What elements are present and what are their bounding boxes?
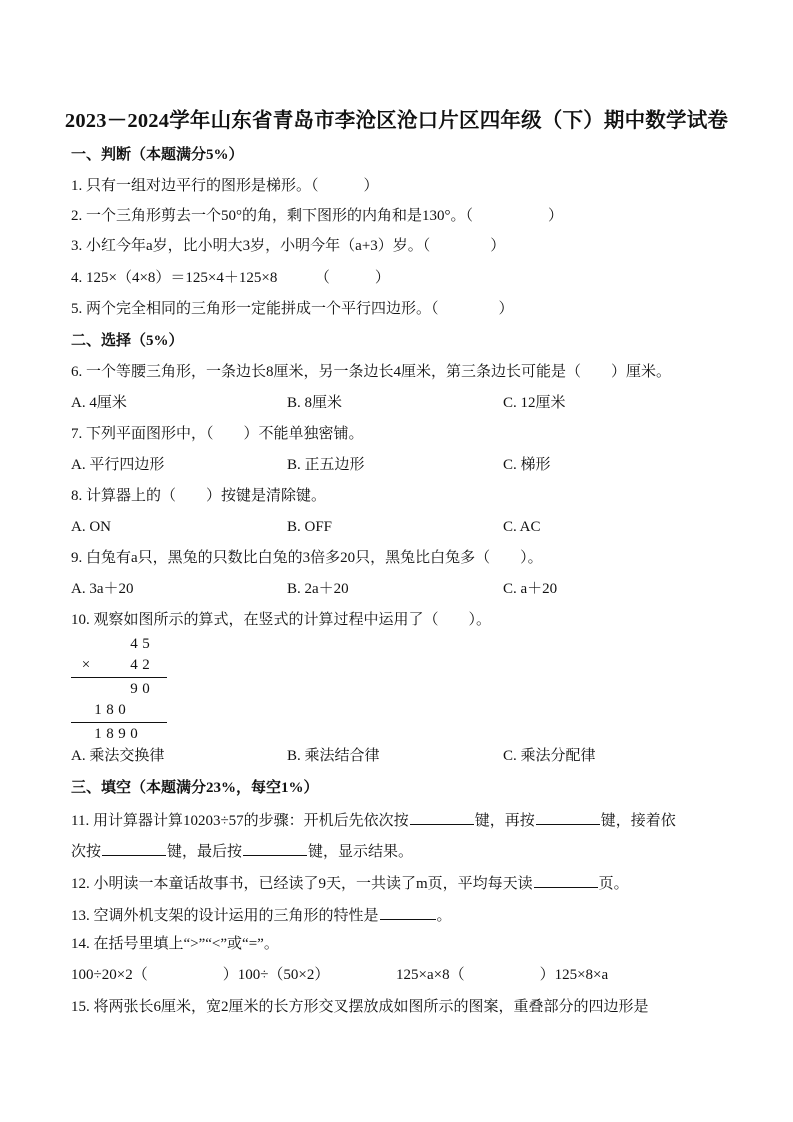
digit: 1 xyxy=(94,726,102,742)
q8-option-a: A. ON xyxy=(71,519,111,535)
q6-option-a: A. 4厘米 xyxy=(71,395,127,411)
q6-option-b: B. 8厘米 xyxy=(287,395,343,411)
answer-blank[interactable] xyxy=(534,872,598,888)
question-5: 5. 两个完全相同的三角形一定能拼成一个平行四边形。（ ） xyxy=(71,301,514,317)
q9-option-a: A. 3a＋20 xyxy=(71,581,134,597)
question-9: 9. 白兔有a只，黑兔的只数比白兔的3倍多20只，黑兔比白兔多（ ）。 xyxy=(71,550,543,566)
digit: 2 xyxy=(142,657,150,673)
answer-blank[interactable] xyxy=(102,840,166,856)
question-14: 14. 在括号里填上“>”“<”或“=”。 xyxy=(71,936,279,952)
section-heading-fill-in: 三、填空（本题满分23%，每空1%） xyxy=(71,780,319,796)
q8-option-c: C. AC xyxy=(503,519,541,535)
question-1: 1. 只有一组对边平行的图形是梯形。（ ） xyxy=(71,178,379,194)
digit: 4 xyxy=(130,657,138,673)
q7-option-a: A. 平行四边形 xyxy=(71,457,165,473)
product-row xyxy=(71,724,167,744)
answer-blank[interactable] xyxy=(380,904,436,920)
digit: 4 xyxy=(130,636,138,652)
section-heading-choice: 二、选择（5%） xyxy=(71,333,184,349)
q10-option-c: C. 乘法分配律 xyxy=(503,748,596,764)
digit: 8 xyxy=(106,726,114,742)
page-title: 2023－2024学年山东省青岛市李沧区沧口片区四年级（下）期中数学试卷 xyxy=(64,110,729,132)
digit: 9 xyxy=(130,681,138,697)
digit: 9 xyxy=(118,726,126,742)
q9-option-b: B. 2a＋20 xyxy=(287,581,349,597)
q7-option-c: C. 梯形 xyxy=(503,457,551,473)
partial-product-1 xyxy=(71,679,167,699)
q13-text: 13. 空调外机支架的设计运用的三角形的特性是 xyxy=(71,908,379,924)
q11-text: 11. 用计算器计算10203÷57的步骤：开机后先依次按 xyxy=(71,813,409,829)
q10-option-a: A. 乘法交换律 xyxy=(71,748,165,764)
question-10: 10. 观察如图所示的算式，在竖式的计算过程中运用了（ ）。 xyxy=(71,612,492,628)
q11-text: 键，接着依 xyxy=(600,813,676,829)
partial-product-2 xyxy=(71,700,167,720)
question-11-continued xyxy=(71,840,413,862)
q12-text: 12. 小明读一本童话故事书，已经读了9天，一共读了m页，平均每天读 xyxy=(71,876,533,892)
question-11 xyxy=(71,809,676,831)
answer-blank[interactable] xyxy=(536,809,600,825)
question-7: 7. 下列平面图形中，（ ）不能单独密铺。 xyxy=(71,426,364,442)
question-12 xyxy=(71,872,629,894)
q14-comparison-2: 125×a×8（ ）125×8×a xyxy=(396,967,609,983)
q12-text: 页。 xyxy=(598,876,629,892)
q11-text: 键，再按 xyxy=(474,813,535,829)
rule-line xyxy=(71,677,167,678)
q11-text: 键，最后按 xyxy=(167,844,243,860)
question-2: 2. 一个三角形剪去一个50°的角，剩下图形的内角和是130°。（ ） xyxy=(71,208,564,224)
q9-option-c: C. a＋20 xyxy=(503,581,558,597)
answer-blank[interactable] xyxy=(410,809,474,825)
question-8: 8. 计算器上的（ ）按键是清除键。 xyxy=(71,488,327,504)
digit: 0 xyxy=(130,726,138,742)
digit: 5 xyxy=(142,636,150,652)
q14-comparison-1: 100÷20×2（ ）100÷（50×2） xyxy=(71,967,330,983)
q11-text: 键，显示结果。 xyxy=(308,844,414,860)
q7-option-b: B. 正五边形 xyxy=(287,457,365,473)
digit: 1 xyxy=(94,702,102,718)
rule-line xyxy=(71,722,167,723)
answer-blank[interactable] xyxy=(243,840,307,856)
question-4: 4. 125×（4×8）＝125×4＋125×8 （ ） xyxy=(71,270,390,286)
question-6: 6. 一个等腰三角形，一条边长8厘米，另一条边长4厘米，第三条边长可能是（ ）厘米。 xyxy=(71,364,672,380)
q10-option-b: B. 乘法结合律 xyxy=(287,748,380,764)
multiplier-row xyxy=(71,655,167,675)
q13-text: 。 xyxy=(436,908,452,924)
section-heading-judgement: 一、判断（本题满分5%） xyxy=(71,147,244,163)
multiply-sign: × xyxy=(81,657,91,673)
question-13 xyxy=(71,904,452,926)
question-3: 3. 小红今年a岁，比小明大3岁，小明今年（a+3）岁。（ ） xyxy=(71,238,506,254)
q11-text: 次按 xyxy=(71,844,102,860)
q8-option-b: B. OFF xyxy=(287,519,333,535)
q6-option-c: C. 12厘米 xyxy=(503,395,566,411)
digit: 8 xyxy=(106,702,114,718)
multiplicand-row xyxy=(71,634,167,654)
digit: 0 xyxy=(142,681,150,697)
question-15: 15. 将两张长6厘米，宽2厘米的长方形交叉摆放成如图所示的图案，重叠部分的四边形是 xyxy=(71,999,649,1015)
digit: 0 xyxy=(118,702,126,718)
